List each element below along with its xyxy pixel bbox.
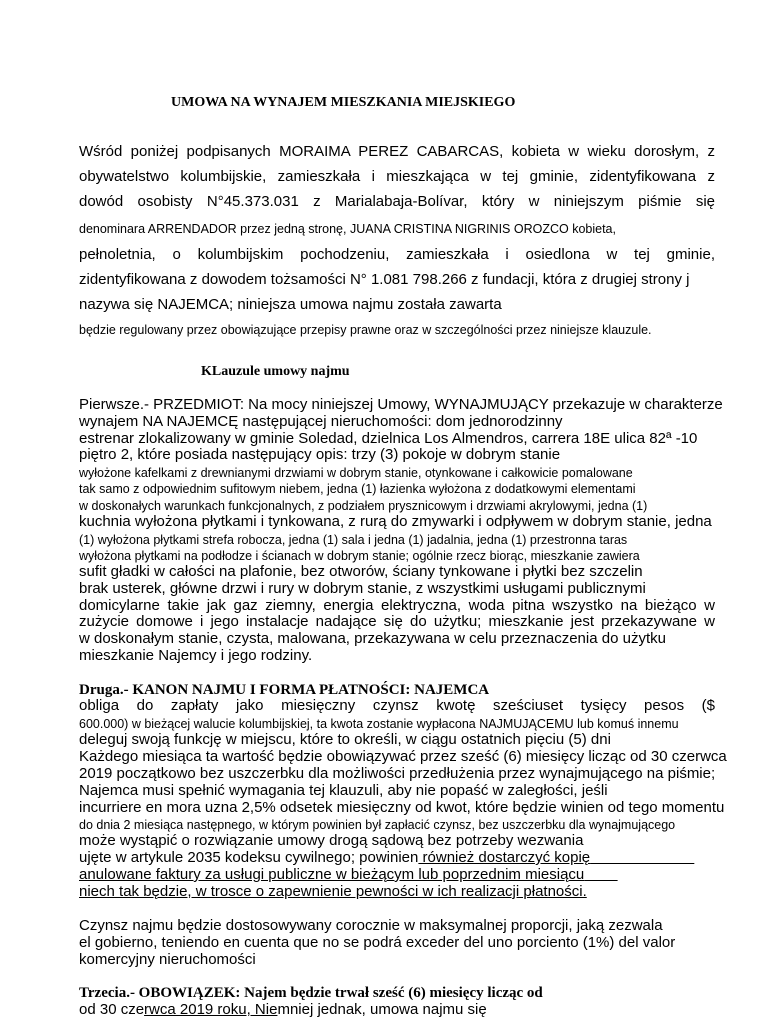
clause-second-underlined-text: również dostarczyć kopię	[418, 849, 591, 866]
clause-second-line: incurriere en mora uzna 2,5% odsetek miesięczny od kwot, które będzie winien od tego momentu	[79, 799, 725, 816]
clause-second-text: ujęte w artykule 2035 kodeksu cywilnego; powinien	[79, 849, 419, 866]
clause-second-line: Każdego miesiąca ta wartość będzie obowiązywać przez sześć (6) miesięcy licząc od 30 czerwca	[79, 748, 727, 765]
clause-second-underlined-line	[79, 883, 587, 901]
clause-second-heading: Druga.- KANON NAJMU I FORMA PŁATNOŚCI: NAJEMCA	[79, 682, 490, 698]
clause-third-underlined-text: rwca 2019 roku, Nie	[144, 1001, 278, 1018]
clause-first-line: tak samo z odpowiednim sufitowym niebem, jedna (1) łazienka wyłożona z dodatkowymi elementami	[79, 482, 636, 496]
clause-first-line: wyłożona płytkami na podłodze i ścianach w dobrym stanie; ogólnie rzecz biorąc, mieszkanie zawiera	[79, 549, 640, 563]
clause-first-line: wyłożone kafelkami z drewnianymi drzwiami w dobrym stanie, otynkowane i całkowicie pomalowane	[79, 466, 633, 480]
clause-first-line: estrenar zlokalizowany w gminie Soledad, dzielnica Los Almendros, carrera 18E ulica 82ª -10	[79, 430, 698, 447]
intro-line: pełnoletnia, o kolumbijskim pochodzeniu, zamieszkała i osiedlona w tej gminie,	[79, 246, 715, 263]
rent-adjust-line: komercyjny nieruchomości	[79, 951, 256, 968]
clause-second-line: do dnia 2 miesiąca następnego, w którym powinien był zapłacić czynsz, bez uszczerbku dla wynajmującego	[79, 818, 676, 832]
intro-line: obywatelstwo kolumbijskie, zamieszkała i mieszkająca w tej gminie, zidentyfikowana z	[79, 168, 715, 185]
clause-first-line: w doskonałych warunkach funkcjonalnych, z podziałem prysznicowym i drzwiami akrylowymi, jedna (1)	[79, 499, 648, 513]
clause-third-heading: Trzecia.- OBOWIĄZEK: Najem będzie trwał sześć (6) miesięcy licząc od	[79, 985, 543, 1001]
clause-second-line: 2019 początkowo bez uszczerbku dla możliwości przedłużenia przez wynajmującego na piśmie;	[79, 765, 716, 782]
clause-first-line: sufit gładki w całości na plafonie, bez otworów, ściany tynkowane i płytki bez szczelin	[79, 563, 643, 580]
intro-line: dowód osobisty N°45.373.031 z Marialabaja-Bolívar, który w niniejszym piśmie się	[79, 193, 715, 210]
clause-first-line: w doskonałym stanie, czysta, malowana, przekazywana w celu przeznaczenia do użytku	[79, 630, 666, 647]
clause-first-line: zużycie domowe i jego instalacje nadające się do użytku; mieszkanie jest przekazywane w	[79, 613, 715, 630]
intro-line: denominara ARRENDADOR przez jedną stronę, JUANA CRISTINA NIGRINIS OROZCO kobieta,	[79, 222, 616, 236]
rent-adjust-line: Czynsz najmu będzie dostosowywany corocznie w maksymalnej proporcji, jaką zezwala	[79, 917, 663, 934]
intro-line: Wśród poniżej podpisanych MORAIMA PEREZ CABARCAS, kobieta w wieku dorosłym, z	[79, 143, 715, 160]
clause-first-line: mieszkanie Najemcy i jego rodziny.	[79, 647, 313, 664]
clause-second-line: może wystąpić o rozwiązanie umowy drogą sądową bez potrzeby wezwania	[79, 832, 584, 849]
clause-first-line: kuchnia wyłożona płytkami i tynkowana, z rurą do zmywarki i odpływem w dobrym stanie, jedna	[79, 513, 712, 530]
clause-first-line: Pierwsze.- PRZEDMIOT: Na mocy niniejszej Umowy, WYNAJMUJĄCY przekazuje w charakterze	[79, 396, 723, 413]
underline-filler	[584, 866, 617, 883]
clause-first-line: brak usterek, główne drzwi i rury w dobrym stanie, z wszystkimi usługami publicznymi	[79, 580, 646, 597]
clause-first-line: domicylarne takie jak gaz ziemny, energia elektryczna, woda pitna wszystko na bieżąco w	[79, 597, 715, 614]
clause-first-line: piętro 2, które posiada następujący opis: trzy (3) pokoje w dobrym stanie	[79, 446, 561, 463]
clause-second-line: obliga do zapłaty jako miesięczny czynsz kwotę sześciuset tysięcy pesos ($	[79, 697, 715, 714]
clause-third-text: od 30 cze	[79, 1001, 145, 1018]
clause-second-line-mixed	[79, 849, 694, 867]
intro-line: zidentyfikowana z dowodem tożsamości N° 1.081 798.266 z fundacji, która z drugiej strony j	[79, 271, 690, 288]
clause-third-text: mniej jednak, umowa najmu się	[277, 1001, 487, 1018]
clause-second-underlined-line	[79, 866, 618, 884]
underline-filler	[590, 849, 694, 866]
intro-line: będzie regulowany przez obowiązujące przepisy prawne oraz w szczególności przez niniejsze klauzule.	[79, 323, 652, 337]
clause-second-line: Najemca musi spełnić wymagania tej klauzuli, aby nie popaść w zaległości, jeśli	[79, 782, 608, 799]
clause-first-line: (1) wyłożona płytkami strefa robocza, jedna (1) sala i jedna (1) jadalnia, jedna (1) przestronna taras	[79, 533, 628, 547]
rent-adjust-line: el gobierno, teniendo en cuenta que no se podrá exceder del uno porciento (1%) del valor	[79, 934, 676, 951]
document-title: UMOWA NA WYNAJEM MIESZKANIA MIEJSKIEGO	[171, 95, 516, 110]
clause-second-line: deleguj swoją funkcję w miejscu, które to określi, w ciągu ostatnich pięciu (5) dni	[79, 731, 611, 748]
clauses-title: KLauzule umowy najmu	[201, 364, 350, 379]
clause-second-line: 600.000) w bieżącej walucie kolumbijskiej, ta kwota zostanie wypłacona NAJMUJĄCEMU lub komuś innemu	[79, 717, 679, 731]
intro-line: nazywa się NAJEMCA; niniejsza umowa najmu została zawarta	[79, 296, 502, 313]
clause-third-line	[79, 1001, 487, 1019]
clause-second-underlined-text: niech tak będzie, w trosce o zapewnienie pewności w ich realizacji płatności.	[79, 883, 587, 900]
clause-second-underlined-text: anulowane faktury za usługi publiczne w bieżącym lub poprzednim miesiącu	[79, 866, 585, 883]
clause-first-line: wynajem NA NAJEMCĘ następującej nieruchomości: dom jednorodzinny	[79, 413, 563, 430]
